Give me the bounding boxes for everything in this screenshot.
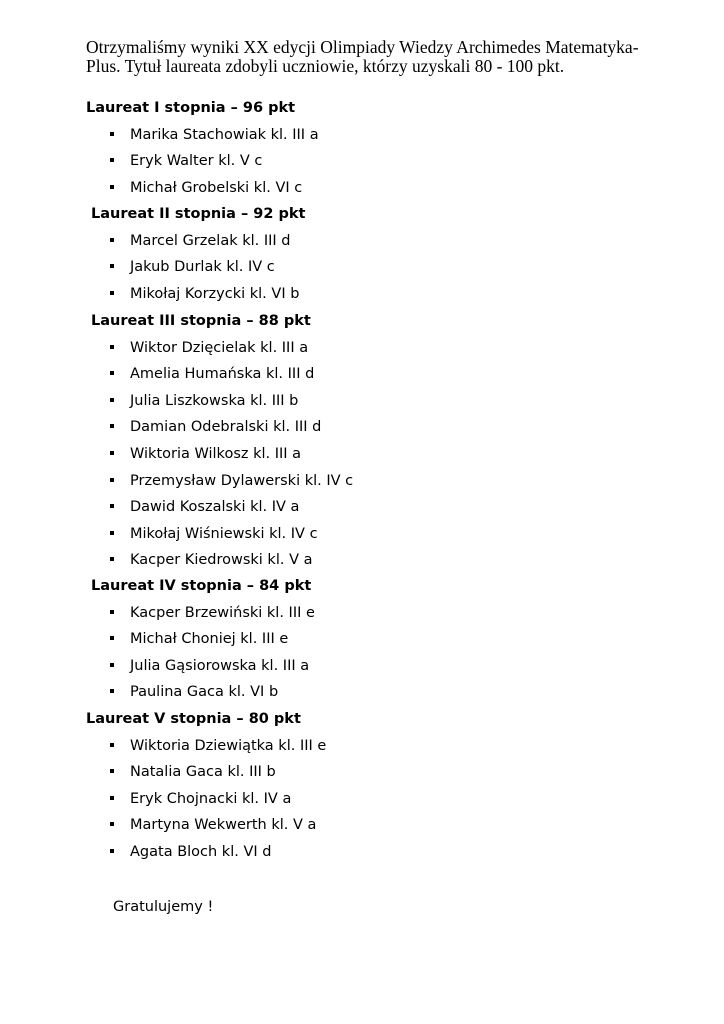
student-name: Julia Liszkowska kl. III b: [130, 392, 299, 409]
laureate-list-item: [110, 392, 299, 410]
laureate-list-item: [110, 630, 289, 648]
bullet-icon: [110, 345, 114, 349]
student-name: Michał Grobelski kl. VI c: [130, 179, 303, 196]
bullet-icon: [110, 291, 114, 295]
bullet-icon: [110, 849, 114, 853]
intro-line-2: Plus. Tytuł laureata zdobyli uczniowie, którzy uzyskali 80 - 100 pkt.: [86, 56, 565, 76]
laureate-list-item: [110, 737, 327, 755]
bullet-icon: [110, 557, 114, 561]
closing-text: Gratulujemy !: [113, 899, 214, 915]
laureate-list-item: [110, 126, 319, 144]
bullet-icon: [110, 478, 114, 482]
laureate-heading: Laureat III stopnia – 88 pkt: [91, 313, 311, 329]
laureate-heading: Laureat IV stopnia – 84 pkt: [91, 578, 312, 594]
student-name: Dawid Koszalski kl. IV a: [130, 499, 300, 516]
student-name: Amelia Humańska kl. III d: [130, 366, 315, 383]
bullet-icon: [110, 185, 114, 189]
bullet-icon: [110, 238, 114, 242]
bullet-icon: [110, 769, 114, 773]
bullet-icon: [110, 689, 114, 693]
student-name: Agata Bloch kl. VI d: [130, 844, 272, 860]
student-name: Eryk Chojnacki kl. IV a: [130, 790, 292, 807]
bullet-icon: [110, 132, 114, 136]
intro-paragraph: [86, 38, 646, 76]
laureate-list-item: [110, 365, 315, 383]
student-name: Przemysław Dylawerski kl. IV c: [130, 472, 354, 489]
laureate-heading: Laureat V stopnia – 80 pkt: [86, 711, 301, 727]
laureate-list-item: [110, 339, 309, 357]
student-name: Wiktoria Dziewiątka kl. III e: [130, 737, 327, 754]
student-name: Martyna Wekwerth kl. V a: [130, 817, 317, 834]
laureate-list-item: [110, 816, 317, 834]
laureate-list-item: [110, 258, 275, 276]
student-name: Eryk Walter kl. V c: [130, 153, 263, 170]
laureate-list-item: [110, 604, 315, 622]
student-name: Wiktoria Wilkosz kl. III a: [130, 446, 302, 462]
student-name: Wiktor Dzięcielak kl. III a: [130, 339, 309, 356]
laureate-list-item: [110, 472, 354, 490]
laureate-list-item: [110, 657, 310, 675]
laureate-list-item: [110, 763, 276, 781]
laureate-list-item: [110, 152, 263, 170]
laureate-list-item: [110, 498, 300, 516]
laureate-list-item: [110, 232, 291, 250]
bullet-icon: [110, 531, 114, 535]
student-name: Kacper Kiedrowski kl. V a: [130, 552, 313, 569]
student-name: Michał Choniej kl. III e: [130, 631, 289, 648]
laureate-list-item: [110, 551, 313, 569]
student-name: Mikołaj Wiśniewski kl. IV c: [130, 525, 318, 542]
student-name: Julia Gąsiorowska kl. III a: [130, 657, 310, 674]
bullet-icon: [110, 636, 114, 640]
student-name: Marika Stachowiak kl. III a: [130, 126, 319, 143]
bullet-icon: [110, 451, 114, 455]
laureate-list-item: [110, 445, 302, 463]
laureate-heading: Laureat II stopnia – 92 pkt: [91, 206, 306, 222]
bullet-icon: [110, 743, 114, 747]
laureate-heading: Laureat I stopnia – 96 pkt: [86, 100, 296, 116]
student-name: Kacper Brzewiński kl. III e: [130, 604, 315, 621]
bullet-icon: [110, 398, 114, 402]
student-name: Paulina Gaca kl. VI b: [130, 684, 279, 701]
student-name: Natalia Gaca kl. III b: [130, 764, 276, 781]
student-name: Jakub Durlak kl. IV c: [130, 259, 275, 276]
laureate-list-item: [110, 179, 303, 197]
laureate-list-item: [110, 683, 279, 701]
laureate-list-item: [110, 843, 272, 861]
bullet-icon: [110, 663, 114, 667]
bullet-icon: [110, 504, 114, 508]
bullet-icon: [110, 424, 114, 428]
laureate-list-item: [110, 790, 292, 808]
bullet-icon: [110, 158, 114, 162]
intro-line-1: Otrzymaliśmy wyniki XX edycji Olimpiady Wiedzy Archimedes Matematyka-: [86, 37, 639, 57]
bullet-icon: [110, 610, 114, 614]
bullet-icon: [110, 371, 114, 375]
student-name: Marcel Grzelak kl. III d: [130, 232, 291, 249]
bullet-icon: [110, 822, 114, 826]
bullet-icon: [110, 264, 114, 268]
laureate-list-item: [110, 418, 322, 436]
laureate-list-item: [110, 285, 300, 303]
student-name: Damian Odebralski kl. III d: [130, 419, 322, 436]
bullet-icon: [110, 796, 114, 800]
laureate-list-item: [110, 525, 318, 543]
student-name: Mikołaj Korzycki kl. VI b: [130, 285, 300, 302]
